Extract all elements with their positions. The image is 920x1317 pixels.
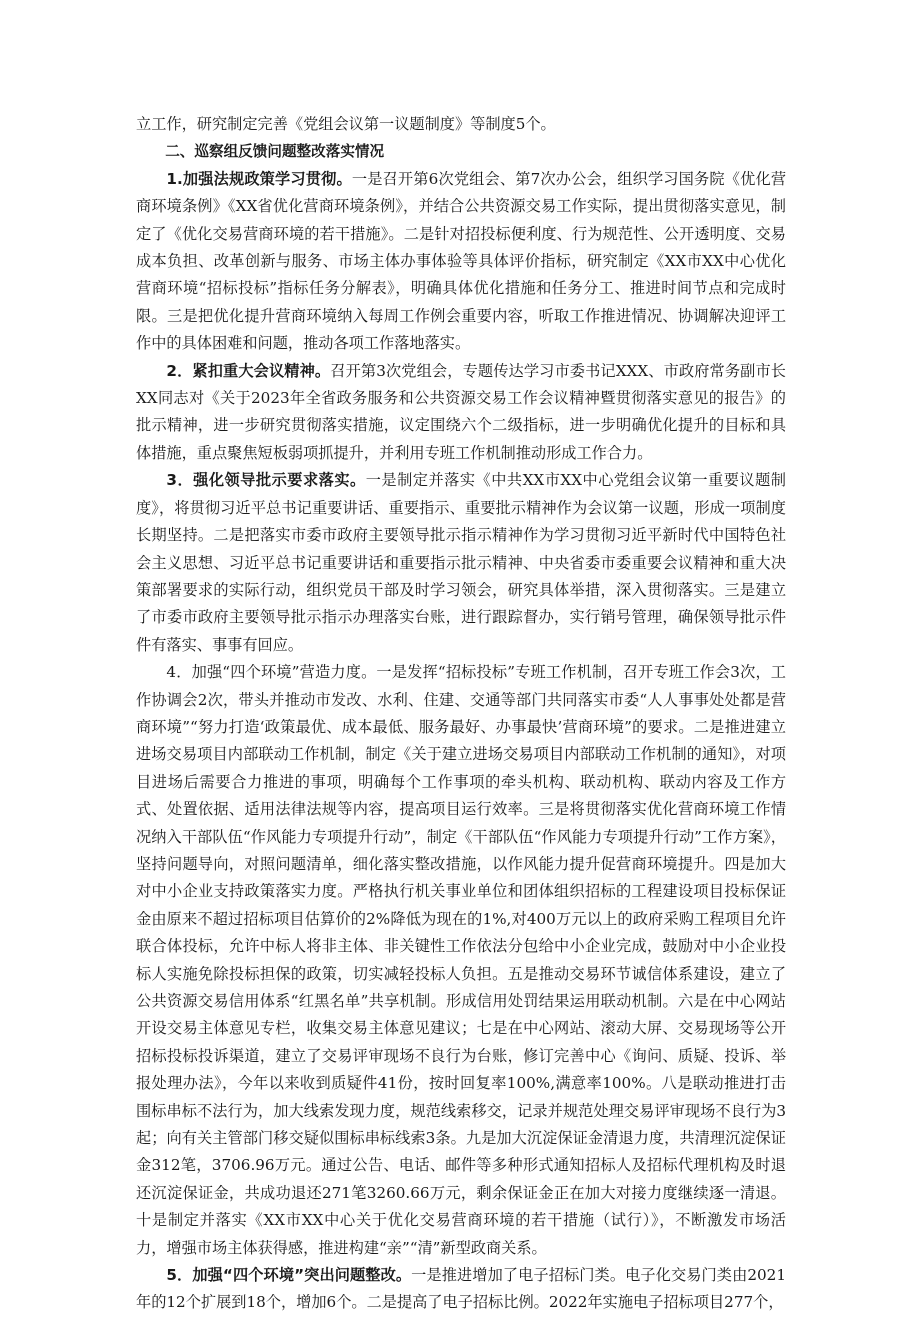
intro-line: 立工作，研究制定完善《党组会议第一议题制度》等制度5个。 bbox=[136, 115, 556, 133]
paragraph-5-lead: 5．加强“四个环境”突出问题整改。 bbox=[166, 1266, 412, 1285]
paragraph-5-body: 一是推进增加了电子招标门类。电子化交易门类由2021年的12个扩展到18个，增加6个。二是提高了电子招标比例。2022年实施电子招标项目277个， bbox=[136, 1266, 787, 1312]
paragraph-4 bbox=[136, 659, 786, 1262]
paragraph-2-lead: 2．紧扣重大会议精神。 bbox=[166, 361, 331, 380]
paragraph-5 bbox=[136, 1262, 786, 1317]
paragraph-2-body: 召开第3次党组会，专题传达学习市委书记XXX、市政府常务副市长XX同志对《关于2023年全省政务服务和公共资源交易工作会议精神暨贯彻落实意见的报告》的批示精神，进一步研究贯彻落实措施，议定围绕六个二级指标，进一步明确优化提升的目标和具体措施，重点聚焦短板弱项抓提升，并利用专班工作机制推动形成工作合力。 bbox=[136, 361, 786, 462]
section-heading: 二、巡察组反馈问题整改落实情况 bbox=[165, 143, 385, 161]
paragraph-1 bbox=[136, 166, 786, 358]
paragraph-1-body: 一是召开第6次党组会、第7次办公会，组织学习国务院《优化营商环境条例》《XX省优化营商环境条例》，并结合公共资源交易工作实际，提出贯彻落实意见，制定了《优化交易营商环境的若干措施》。二是针对招投标便利度、行为规范性、公开透明度、交易成本负担、改革创新与服务、市场主体办事体验等具体评价指标，研究制定《XX市XX中心优化营商环境“招标投标”指标任务分解表》，明确具体优化措施和任务分工、推进时间节点和完成时限。三是把优化提升营商环境纳入每周工作例会重要内容，听取工作推进情况、协调解决迎评工作中的具体困难和问题，推动各项工作落地落实。 bbox=[136, 169, 787, 353]
document-page bbox=[136, 111, 786, 1317]
paragraph-1-lead: 1.加强法规政策学习贯彻。 bbox=[166, 169, 352, 188]
paragraph-3-body: 一是制定并落实《中共XX市XX中心党组会议第一重要议题制度》，将贯彻习近平总书记重要讲话、重要指示、重要批示精神作为会议第一议题，形成一项制度长期坚持。二是把落实市委市政府主要领导批示指示精神作为学习贯彻习近平新时代中国特色社会主义思想、习近平总书记重要讲话和重要指示批示精神、中央省委市委重要会议精神和重大决策部署要求的实际行动，组织党员干部及时学习领会，研究具体举措，深入贯彻落实。三是建立了市委市政府主要领导批示指示办理落实台账，进行跟踪督办，实行销号管理，确保领导批示件件有落实、事事有回应。 bbox=[136, 471, 786, 654]
paragraph-4-body: 4．加强“四个环境”营造力度。一是发挥“招标投标”专班工作机制，召开专班工作会3次，工作协调会2次，带头并推动市发改、水利、住建、交通等部门共同落实市委“人人事事处处都是营商环境”“努力打造‘政策最优、成本最低、服务最好、办事最快’营商环境”的要求。二是推进建立进场交易项目内部联动工作机制，制定《关于建立进场交易项目内部联动工作机制的通知》，对项目进场后需要合力推进的事项，明确每个工作事项的牵头机构、联动机构、联动内容及工作方式、处置依据、适用法律法规等内容，提高项目运行效率。三是将贯彻落实优化营商环境工作情况纳入干部队伍“作风能力专项提升行动”，制定《干部队伍“作风能力专项提升行动”工作方案》，坚持问题导向，对照问题清单，细化落实整改措施，以作风能力提升促营商环境提升。四是加大对中小企业支持政策落实力度。严格执行机关事业单位和团体组织招标的工程建设项目投标保证金由原来不超过招标项目估算价的2%降低为现在的1%,对400万元以上的政府采购工程项目允许联合体投标，允许中标人将非主体、非关键性工作依法分包给中小企业完成，鼓励对中小企业投标人实施免除投标担保的政策，切实减轻投标人负担。五是推动交易环节诚信体系建设，建立了公共资源交易信用体系“红黑名单”共享机制。形成信用处罚结果运用联动机制。六是在中心网站开设交易主体意见专栏，收集交易主体意见建议；七是在中心网站、滚动大屏、交易现场等公开招标投标投诉渠道，建立了交易评审现场不良行为台账，修订完善中心《询问、质疑、投诉、举报处理办法》，今年以来收到质疑件41份，按时回复率100%,满意率100%。八是联动推进打击围标串标不法行为，加大线索发现力度，规范线索移交，记录并规范处理交易评审现场不良行为3起；向有关主管部门移交疑似围标串标线索3条。九是加大沉淀保证金清退力度，共清理沉淀保证金312笔，3706.96万元。通过公告、电话、邮件等多种形式通知招标人及招标代理机构及时退还沉淀保证金，共成功退还271笔3260.66万元，剩余保证金正在加大对接力度继续逐一清退。十是制定并落实《XX市XX中心关于优化交易营商环境的若干措施（试行）》，不断激发市场活力，增强市场主体获得感，推进构建“亲”“清”新型政商关系。 bbox=[136, 663, 786, 1257]
paragraph-3-lead: 3．强化领导批示要求落实。 bbox=[166, 471, 366, 490]
paragraph-2 bbox=[136, 358, 786, 468]
paragraph-3 bbox=[136, 467, 786, 659]
